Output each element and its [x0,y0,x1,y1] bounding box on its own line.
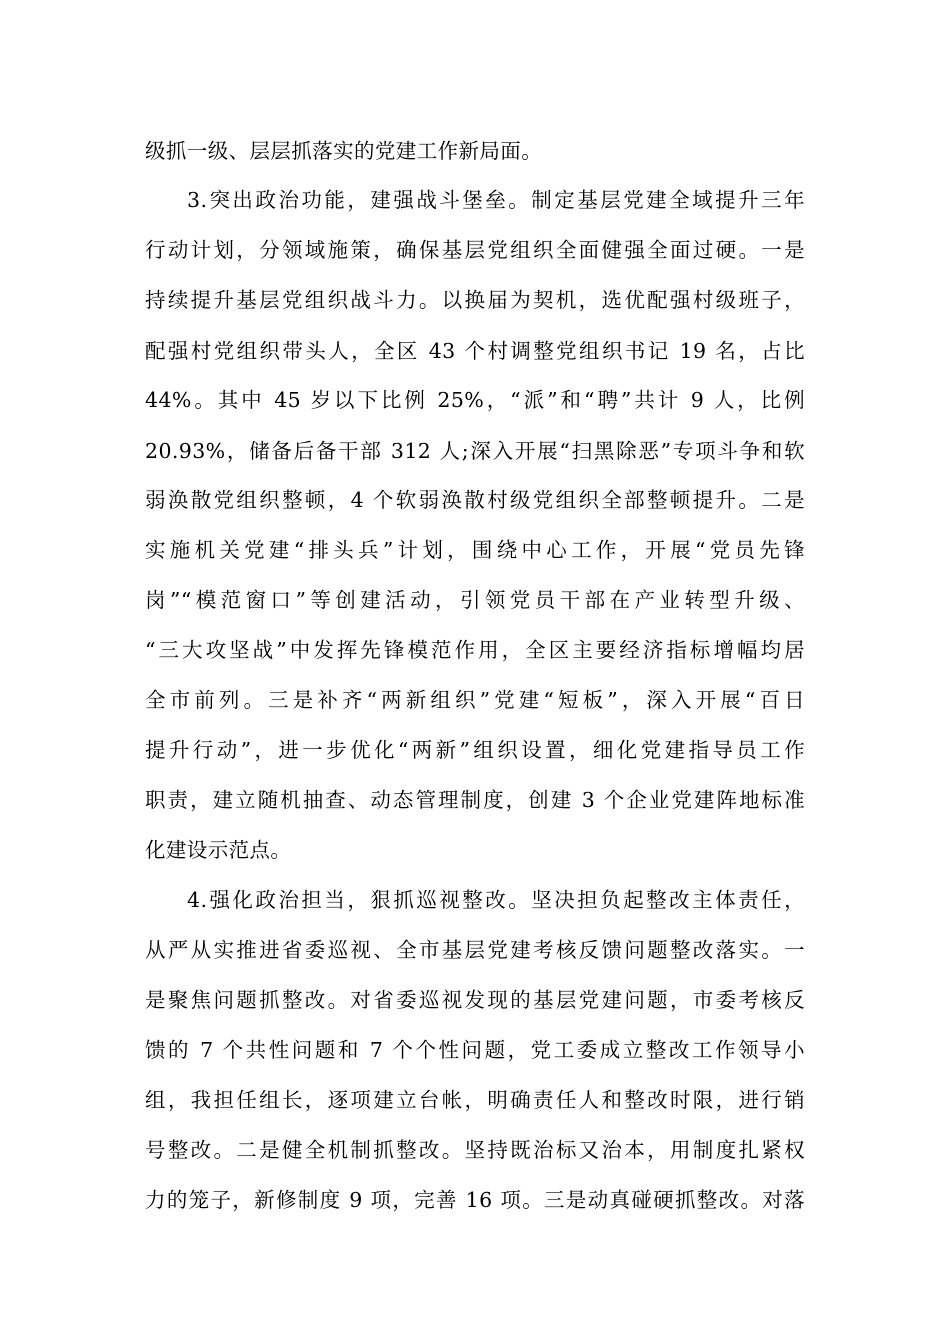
text-line: 化建设示范点。 [145,838,292,862]
text-line: 馈的 7 个共性问题和 7 个个性问题，党工委成立整改工作领导小 [145,1038,805,1062]
paragraph-3-first-line: 3.突出政治功能，建强战斗堡垒。制定基层党建全域提升三年 [187,188,805,212]
text-line: 持续提升基层党组织战斗力。以换届为契机，选优配强村级班子， [145,288,805,312]
paragraph-4-first-line: 4.强化政治担当，狠抓巡视整改。坚决担负起整改主体责任， [187,888,805,912]
text-line: 实施机关党建“排头兵”计划，围绕中心工作，开展“党员先锋 [145,538,805,562]
text-line: “三大攻坚战”中发挥先锋模范作用，全区主要经济指标增幅均居 [145,638,805,662]
text-line: 职责，建立随机抽查、动态管理制度，创建 3 个企业党建阵地标准 [145,788,805,812]
text-line: 弱涣散党组织整顿，4 个软弱涣散村级党组织全部整顿提升。二是 [145,488,805,512]
text-line: 20.93%，储备后备干部 312 人;深入开展“扫黑除恶”专项斗争和软 [145,439,805,463]
text-line: 全市前列。三是补齐“两新组织”党建“短板”，深入开展“百日 [145,688,805,712]
text-line: 号整改。二是健全机制抓整改。坚持既治标又治本，用制度扎紧权 [145,1138,805,1162]
text-line: 提升行动”，进一步优化“两新”组织设置，细化党建指导员工作 [145,738,805,762]
text-line: 行动计划，分领域施策，确保基层党组织全面健强全面过硬。一是 [145,238,805,262]
text-line: 级抓一级、层层抓落实的党建工作新局面。 [145,139,543,163]
text-line: 力的笼子，新修制度 9 项，完善 16 项。三是动真碰硬抓整改。对落 [145,1188,805,1212]
text-line: 从严从实推进省委巡视、全市基层党建考核反馈问题整改落实。一 [145,938,805,962]
text-line: 是聚焦问题抓整改。对省委巡视发现的基层党建问题，市委考核反 [145,988,805,1012]
text-line: 44%。其中 45 岁以下比例 25%，“派”和“聘”共计 9 人，比例 [145,388,805,412]
text-line: 配强村党组织带头人，全区 43 个村调整党组织书记 19 名，占比 [145,339,805,363]
text-line: 岗”“模范窗口”等创建活动，引领党员干部在产业转型升级、 [145,588,805,612]
text-line: 组，我担任组长，逐项建立台帐，明确责任人和整改时限，进行销 [145,1088,805,1112]
